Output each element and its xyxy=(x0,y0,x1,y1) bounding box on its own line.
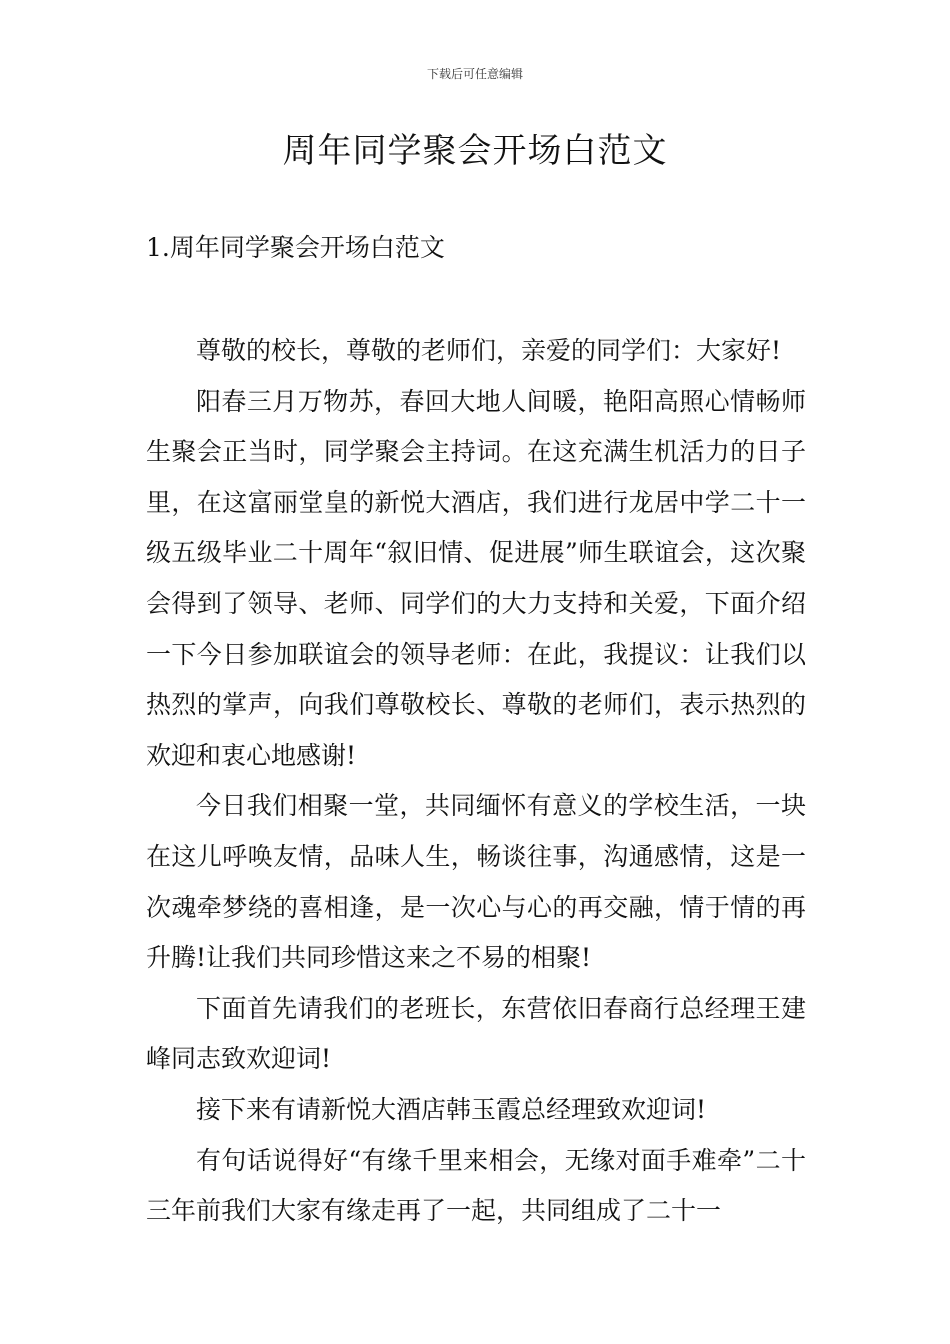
header-note: 下载后可任意编辑 xyxy=(426,67,523,81)
paragraph-monitor-welcome: 下面首先请我们的老班长，东营依旧春商行总经理王建峰同志致欢迎词! xyxy=(146,993,806,1074)
paragraph-hotel-welcome: 接下来有请新悦大酒店韩玉霞总经理致欢迎词! xyxy=(196,1094,707,1124)
paragraph-fate: 有句话说得好“有缘千里来相会，无缘对面手难牵”二十三年前我们大家有缘走再了一起，共同组成了二十一 xyxy=(146,1145,806,1226)
paragraph-salutation: 尊敬的校长，尊敬的老师们，亲爱的同学们：大家好! xyxy=(196,336,782,365)
paragraph-reunion: 今日我们相聚一堂，共同缅怀有意义的学校生活，一块在这儿呼唤友情，品味人生，畅谈往事，沟通感情，这是一次魂牵梦绕的喜相逢，是一次心与心的再交融，情于情的再升腾!让我们共同珍惜这来之不易的相聚! xyxy=(146,791,806,973)
document-title: 周年同学聚会开场白范文 xyxy=(282,131,668,171)
paragraph-opening: 阳春三月万物苏，春回大地人间暖，艳阳高照心情畅师生聚会正当时，同学聚会主持词。在这充满生机活力的日子里，在这富丽堂皇的新悦大酒店，我们进行龙居中学二十一级五级毕业二十周年“叙旧情、促进展”师生联谊会，这次聚会得到了领导、老师、同学们的大力支持和关爱，下面介绍一下今日参加联谊会的领导老师：在此，我提议：让我们以热烈的掌声，向我们尊敬校长、尊敬的老师们，表示热烈的欢迎和衷心地感谢! xyxy=(146,386,806,770)
section-heading: 1.周年同学聚会开场白范文 xyxy=(146,233,445,262)
body-text xyxy=(146,326,806,1237)
